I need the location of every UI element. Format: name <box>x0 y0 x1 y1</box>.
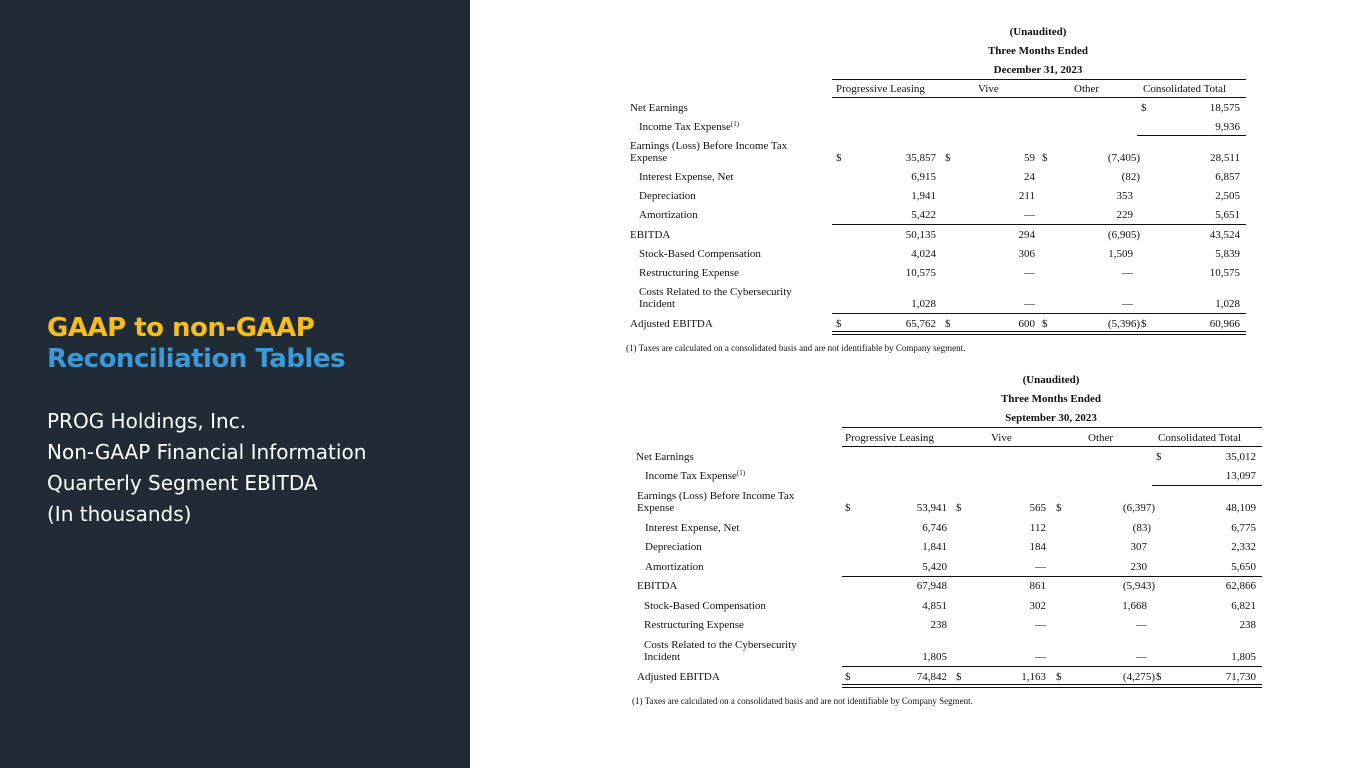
row-label: Restructuring Expense <box>644 619 744 631</box>
cell-value: 2,505 <box>1215 190 1240 202</box>
cell-value: 600 <box>1018 318 1035 330</box>
report-name: Non-GAAP Financial Information <box>47 440 367 464</box>
cell-value: — <box>1035 651 1046 663</box>
cell-value: — <box>1024 267 1035 279</box>
total-double-rule <box>842 684 1262 688</box>
table-header-date: December 31, 2023 <box>993 64 1083 76</box>
dollar-sign: $ <box>1056 671 1062 683</box>
row-label: Expense <box>630 152 668 164</box>
subtotal-rule <box>842 666 1262 667</box>
cell-value: 5,651 <box>1215 209 1240 221</box>
header-rule <box>832 79 1246 80</box>
row-label: Stock-Based Compensation <box>639 248 761 260</box>
dollar-sign: $ <box>1156 451 1162 463</box>
cell-value: (6,905) <box>1107 229 1140 241</box>
table-header-unaudited: (Unaudited) <box>1022 374 1080 386</box>
cell-value: 43,524 <box>1209 229 1240 241</box>
cell-value: 1,805 <box>1231 651 1256 663</box>
column-header: Progressive Leasing <box>836 83 925 95</box>
cell-value: 71,730 <box>1225 671 1256 683</box>
cell-value: 6,857 <box>1215 171 1240 183</box>
column-header-rule <box>842 446 1262 447</box>
row-label: Depreciation <box>645 541 702 553</box>
cell-value: 353 <box>1116 190 1133 202</box>
row-label: Stock-Based Compensation <box>644 600 766 612</box>
subtotal-rule <box>1137 135 1246 136</box>
cell-value: 5,420 <box>922 561 947 573</box>
cell-value: 18,575 <box>1209 102 1240 114</box>
row-label: Restructuring Expense <box>639 267 739 279</box>
cell-value: 28,511 <box>1210 152 1240 164</box>
cell-value: (83) <box>1132 522 1151 534</box>
cell-value: 74,842 <box>916 671 947 683</box>
cell-value: 50,135 <box>905 229 936 241</box>
dollar-sign: $ <box>956 671 962 683</box>
cell-value: — <box>1122 298 1133 310</box>
cell-value: (6,397) <box>1122 502 1155 514</box>
column-header: Other <box>1088 432 1114 444</box>
company-name: PROG Holdings, Inc. <box>47 409 247 433</box>
header-rule <box>842 427 1262 428</box>
cell-value: — <box>1024 298 1035 310</box>
cell-value: 2,332 <box>1231 541 1256 553</box>
cell-value: 60,966 <box>1209 318 1240 330</box>
row-label: Incident <box>639 298 676 310</box>
dollar-sign: $ <box>1042 318 1048 330</box>
slide-title-line2: Reconciliation Tables <box>47 344 345 374</box>
cell-value: (4,275) <box>1122 671 1155 683</box>
row-label: Interest Expense, Net <box>645 522 740 534</box>
cell-value: 211 <box>1018 190 1035 202</box>
cell-value: 1,941 <box>911 190 936 202</box>
cell-value: 6,915 <box>911 171 936 183</box>
cell-value: 10,575 <box>1209 267 1240 279</box>
cell-value: 1,028 <box>911 298 936 310</box>
subtotal-rule <box>832 224 1246 225</box>
row-label: EBITDA <box>630 229 671 241</box>
dollar-sign: $ <box>1156 671 1162 683</box>
total-double-rule <box>832 331 1246 335</box>
cell-value: 307 <box>1130 541 1147 553</box>
cell-value: 53,941 <box>916 502 947 514</box>
report-scope: Quarterly Segment EBITDA <box>47 471 318 495</box>
column-header: Consolidated Total <box>1143 83 1227 95</box>
cell-value: 229 <box>1116 209 1133 221</box>
row-label: EBITDA <box>637 580 678 592</box>
row-label: Costs Related to the Cybersecurity <box>644 639 797 651</box>
cell-value: 238 <box>1239 619 1256 631</box>
table-header-period: Three Months Ended <box>1000 393 1102 405</box>
subtotal-rule <box>1152 485 1262 486</box>
cell-value: 1,841 <box>922 541 947 553</box>
table-header-unaudited: (Unaudited) <box>1009 26 1067 38</box>
report-units: (In thousands) <box>47 502 192 526</box>
cell-value: 1,668 <box>1122 600 1147 612</box>
row-label: Costs Related to the Cybersecurity <box>639 286 792 298</box>
cell-value: 1,028 <box>1215 298 1240 310</box>
dollar-sign: $ <box>1056 502 1062 514</box>
cell-value: (7,405) <box>1107 152 1140 164</box>
column-header: Other <box>1074 83 1100 95</box>
cell-value: 6,821 <box>1231 600 1256 612</box>
slide-title-line1: GAAP to non-GAAP <box>47 313 315 343</box>
row-label: Income Tax Expense$^{(1)}$ <box>639 120 740 133</box>
row-label: Depreciation <box>639 190 696 202</box>
row-label: Income Tax Expense$^{(1)}$ <box>645 469 746 482</box>
cell-value: 306 <box>1018 248 1035 260</box>
cell-value: 62,866 <box>1225 580 1256 592</box>
cell-value: 35,012 <box>1225 451 1256 463</box>
row-label: Net Earnings <box>636 451 694 463</box>
cell-value: 184 <box>1029 541 1046 553</box>
column-header: Consolidated Total <box>1158 432 1242 444</box>
cell-value: 59 <box>1024 152 1035 164</box>
cell-value: — <box>1035 619 1046 631</box>
cell-value: 9,936 <box>1215 121 1240 133</box>
cell-value: (5,943) <box>1122 580 1155 592</box>
cell-value: — <box>1035 561 1046 573</box>
dollar-sign: $ <box>845 671 851 683</box>
cell-value: — <box>1122 267 1133 279</box>
cell-value: 861 <box>1029 580 1046 592</box>
footnote: (1) Taxes are calculated on a consolidated basis and are not identifiable by Company segment. <box>626 343 966 353</box>
row-label: Earnings (Loss) Before Income Tax <box>637 490 795 502</box>
row-label: Amortization <box>639 209 698 221</box>
cell-value: (5,396) <box>1107 318 1140 330</box>
slide-subtitle <box>47 406 366 530</box>
cell-value: 10,575 <box>905 267 936 279</box>
row-label: Adjusted EBITDA <box>630 318 713 330</box>
column-header-rule <box>832 97 1246 98</box>
cell-value: 238 <box>930 619 947 631</box>
cell-value: 6,775 <box>1231 522 1256 534</box>
cell-value: 48,109 <box>1225 502 1256 514</box>
cell-value: 5,422 <box>911 209 936 221</box>
row-label: Earnings (Loss) Before Income Tax <box>630 140 788 152</box>
cell-value: 5,839 <box>1215 248 1240 260</box>
row-label: Expense <box>637 502 675 514</box>
row-label: Adjusted EBITDA <box>637 671 720 683</box>
dollar-sign: $ <box>945 318 951 330</box>
row-label: Incident <box>644 651 681 663</box>
column-header: Vive <box>978 83 999 95</box>
cell-value: — <box>1136 619 1147 631</box>
cell-value: 24 <box>1024 171 1035 183</box>
dollar-sign: $ <box>1141 318 1147 330</box>
dollar-sign: $ <box>945 152 951 164</box>
row-label: Net Earnings <box>630 102 688 114</box>
cell-value: 302 <box>1029 600 1046 612</box>
dollar-sign: $ <box>956 502 962 514</box>
cell-value: 35,857 <box>905 152 936 164</box>
cell-value: 6,746 <box>922 522 947 534</box>
cell-value: 65,762 <box>905 318 936 330</box>
subtotal-rule <box>832 313 1246 314</box>
column-header: Progressive Leasing <box>845 432 934 444</box>
cell-value: 4,851 <box>922 600 947 612</box>
table-header-period: Three Months Ended <box>987 45 1089 57</box>
cell-value: 565 <box>1029 502 1046 514</box>
column-header: Vive <box>991 432 1012 444</box>
dollar-sign: $ <box>1141 102 1147 114</box>
cell-value: 1,163 <box>1021 671 1046 683</box>
dollar-sign: $ <box>836 318 842 330</box>
cell-value: 67,948 <box>916 580 947 592</box>
footnote: (1) Taxes are calculated on a consolidated basis and are not identifiable by Company Segment. <box>632 696 973 706</box>
row-label: Amortization <box>645 561 704 573</box>
dollar-sign: $ <box>845 502 851 514</box>
cell-value: 13,097 <box>1225 470 1256 482</box>
cell-value: 230 <box>1130 561 1147 573</box>
dollar-sign: $ <box>1042 152 1048 164</box>
subtotal-rule <box>842 576 1262 577</box>
dollar-sign: $ <box>836 152 842 164</box>
cell-value: 1,805 <box>922 651 947 663</box>
cell-value: — <box>1024 209 1035 221</box>
cell-value: (82) <box>1121 171 1140 183</box>
cell-value: 5,650 <box>1231 561 1256 573</box>
cell-value: 294 <box>1018 229 1035 241</box>
table-header-date: September 30, 2023 <box>1005 412 1097 424</box>
cell-value: 1,509 <box>1108 248 1133 260</box>
cell-value: 4,024 <box>911 248 936 260</box>
table-dec-2023 <box>0 0 1365 360</box>
cell-value: — <box>1136 651 1147 663</box>
cell-value: 112 <box>1029 522 1046 534</box>
row-label: Interest Expense, Net <box>639 171 734 183</box>
